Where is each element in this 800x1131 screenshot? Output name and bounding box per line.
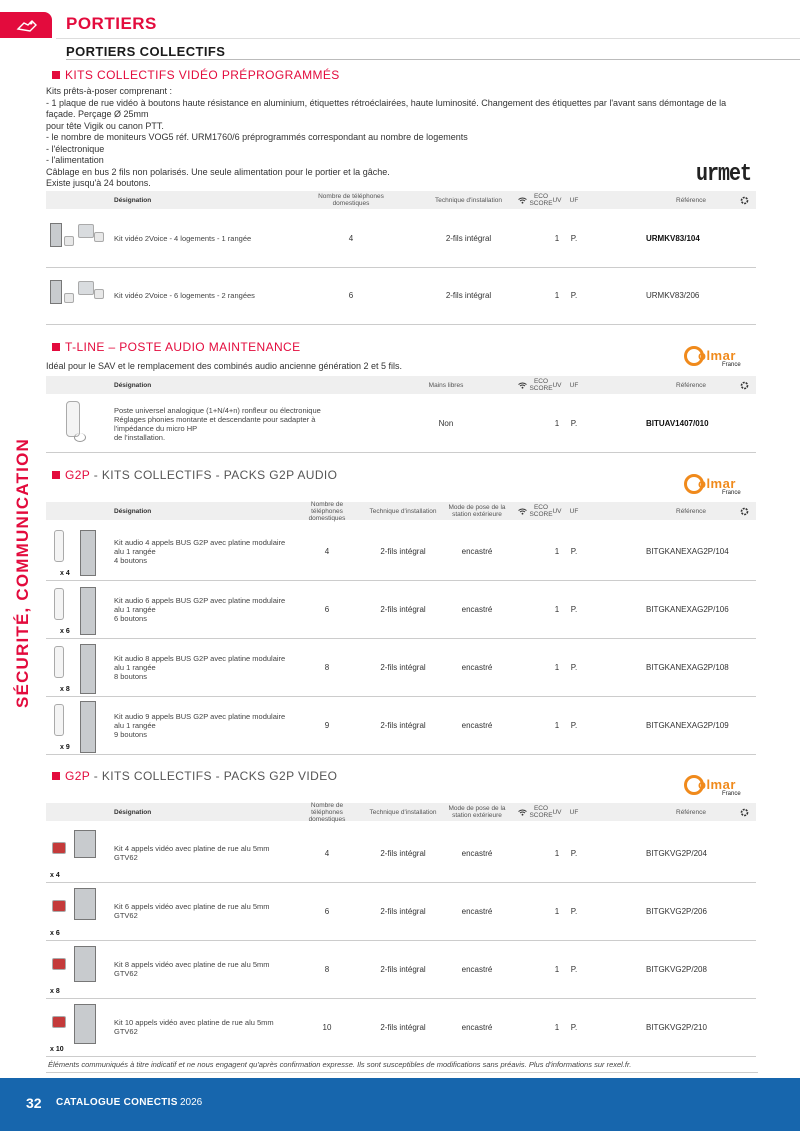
reference-cell: URMKV83/206	[646, 291, 700, 300]
doorbell-hand-icon	[16, 17, 38, 33]
uv-cell: 1	[554, 546, 560, 556]
table-row	[46, 210, 756, 268]
designation-cell: Kit vidéo 2Voice - 4 logements - 1 rangée	[114, 234, 252, 243]
uf-cell: P.	[570, 291, 578, 300]
uf-cell: P.	[570, 720, 578, 730]
column-header-uf: UF	[569, 507, 579, 515]
uv-cell: 1	[554, 291, 560, 300]
column-header-uf: UF	[569, 381, 579, 389]
column-header-reference: Référence	[676, 507, 706, 515]
reference-cell: BITGKANEXAG2P/104	[646, 546, 729, 556]
section2-title: T-LINE – POSTE AUDIO MAINTENANCE	[52, 340, 301, 354]
column-header-mode_pose: Mode de pose de la station extérieure	[448, 504, 506, 518]
intro-line: - le nombre de moniteurs VOG5 réf. URM1760/6 préprogrammés correspondant au nombre de logements	[46, 132, 468, 142]
column-header-technique: Technique d'installation	[434, 196, 502, 204]
technique-cell: 2-fils intégral	[380, 964, 426, 974]
column-header-reference: Référence	[676, 196, 706, 204]
disclaimer-note: Éléments communiqués à titre indicatif et ne nous engagent qu'après confirmation expresse. Ils sont susceptibles de modifications sans préavis. Plus d'informations sur rexel.fr.	[48, 1060, 632, 1069]
column-header-designation: Désignation	[114, 196, 152, 204]
urmet-logo: urmet	[696, 160, 752, 189]
header-divider	[56, 38, 800, 39]
phones-count-cell: 8	[324, 662, 330, 672]
product-image	[48, 267, 108, 324]
uv-cell: 1	[554, 964, 560, 974]
product-image	[48, 940, 108, 998]
recycle-icon	[740, 507, 749, 516]
wifi-icon	[518, 809, 527, 816]
table-row	[46, 696, 756, 755]
designation-cell: Kit audio 8 appels BUS G2P avec platine modulaire alu 1 rangée 8 boutons	[114, 653, 286, 681]
table-row	[46, 267, 756, 325]
wifi-column-icon	[516, 803, 528, 821]
column-header-mains_libres: Mains libres	[428, 381, 464, 389]
product-image	[48, 522, 108, 580]
designation-cell: Poste universel analogique (1+N/4+n) ronfleur ou électronique Réglages phonies montante et descendante pour sadapter à l'impédance du micro HP de l'installation.	[114, 405, 321, 442]
golmar-logo: olmar France	[684, 775, 756, 799]
page-footer	[0, 1078, 800, 1131]
column-header-nb_tel: Nombre de téléphones domestiques	[308, 500, 346, 522]
uv-cell: 1	[554, 662, 560, 672]
product-image	[48, 395, 108, 452]
phones-count-cell: 4	[324, 546, 330, 556]
product-image	[48, 696, 108, 754]
wifi-icon	[518, 382, 527, 389]
section3-title: G2P - KITS COLLECTIFS - PACKS G2P AUDIO	[52, 468, 337, 482]
recycle-icon	[740, 196, 749, 205]
reference-cell: BITUAV1407/010	[646, 419, 709, 428]
technique-cell: 2-fils intégral	[380, 720, 426, 730]
designation-cell: Kit 10 appels vidéo avec platine de rue alu 5mm GTV62	[114, 1018, 274, 1036]
column-header-uf: UF	[569, 808, 579, 816]
product-image	[48, 638, 108, 696]
intro-line: - l'alimentation	[46, 155, 104, 165]
table-row	[46, 638, 756, 697]
intro-line: - l'électronique	[46, 143, 105, 154]
technique-cell: 2-fils intégral	[380, 546, 426, 556]
section4-title: G2P - KITS COLLECTIFS - PACKS G2P VIDEO	[52, 769, 337, 783]
designation-cell: Kit 4 appels vidéo avec platine de rue alu 5mm GTV62	[114, 844, 270, 862]
page-header	[0, 0, 800, 40]
mounting-mode-cell: encastré	[461, 848, 493, 858]
page-title: PORTIERS	[66, 14, 157, 33]
quantity-label: x 10	[50, 1046, 64, 1053]
product-image	[48, 998, 108, 1056]
quantity-label: x 9	[60, 744, 70, 751]
column-header-mode_pose: Mode de pose de la station extérieure	[448, 805, 506, 819]
intro-line: pour tête Vigik ou canon PTT.	[46, 120, 164, 131]
column-header-eco: ECO SCORE	[529, 504, 553, 518]
column-header-eco: ECO SCORE	[529, 805, 553, 819]
recycle-column-icon	[736, 803, 752, 821]
page-number: 32	[26, 1095, 42, 1111]
column-header-designation: Désignation	[114, 808, 152, 816]
column-header-reference: Référence	[676, 808, 706, 816]
designation-cell: Kit audio 9 appels BUS G2P avec platine modulaire alu 1 rangée 9 boutons	[114, 711, 286, 739]
quantity-label: x 6	[50, 930, 60, 937]
quantity-label: x 6	[60, 628, 70, 635]
recycle-icon	[740, 381, 749, 390]
designation-cell: Kit audio 6 appels BUS G2P avec platine modulaire alu 1 rangée 6 boutons	[114, 595, 286, 623]
golmar-logo: olmar France	[684, 474, 756, 498]
recycle-column-icon	[736, 191, 752, 209]
intro-line: Existe jusqu'à 24 boutons.	[46, 178, 151, 188]
phones-count-cell: 4	[348, 234, 354, 243]
uv-cell: 1	[554, 848, 560, 858]
column-header-uv: UV	[552, 381, 562, 389]
phones-count-cell: 10	[322, 1022, 332, 1032]
table4-header	[46, 803, 756, 821]
product-image	[48, 580, 108, 638]
phones-count-cell: 9	[324, 720, 330, 730]
uv-cell: 1	[554, 1022, 560, 1032]
mounting-mode-cell: encastré	[461, 964, 493, 974]
phones-count-cell: 6	[324, 906, 330, 916]
product-image	[48, 824, 108, 882]
uv-cell: 1	[554, 234, 560, 243]
column-header-eco: ECO SCORE	[529, 378, 553, 392]
column-header-uf: UF	[569, 196, 579, 204]
product-image	[48, 882, 108, 940]
column-header-nb_tel: Nombre de téléphones domestiques	[308, 801, 346, 823]
header-tab	[0, 12, 52, 38]
uf-cell: P.	[570, 1022, 578, 1032]
reference-cell: BITGKVG2P/208	[646, 964, 707, 974]
recycle-column-icon	[736, 376, 752, 394]
uv-cell: 1	[554, 906, 560, 916]
reference-cell: BITGKVG2P/210	[646, 1022, 707, 1032]
hands-free-cell: Non	[438, 419, 454, 428]
reference-cell: URMKV83/104	[646, 234, 700, 243]
column-header-technique: Technique d'installation	[369, 808, 437, 816]
column-header-uv: UV	[552, 196, 562, 204]
table2-header	[46, 376, 756, 394]
technique-cell: 2-fils intégral	[380, 848, 426, 858]
reference-cell: BITGKANEXAG2P/109	[646, 720, 729, 730]
wifi-column-icon	[516, 191, 528, 209]
reference-cell: BITGKANEXAG2P/106	[646, 604, 729, 614]
quantity-label: x 8	[60, 686, 70, 693]
wifi-icon	[518, 508, 527, 515]
uv-cell: 1	[554, 419, 560, 428]
designation-cell: Kit 6 appels vidéo avec platine de rue alu 5mm GTV62	[114, 902, 270, 920]
reference-cell: BITGKVG2P/204	[646, 848, 707, 858]
uf-cell: P.	[570, 546, 578, 556]
side-category-label: SÉCURITÉ, COMMUNICATION	[13, 438, 32, 708]
recycle-icon	[740, 808, 749, 817]
section1-intro	[46, 86, 746, 190]
table1-header	[46, 191, 756, 209]
mounting-mode-cell: encastré	[461, 906, 493, 916]
catalogue-name: CATALOGUE CONECTIS	[56, 1097, 178, 1108]
uf-cell: P.	[570, 234, 578, 243]
table-row	[46, 580, 756, 639]
subtitle-divider	[66, 59, 800, 60]
uv-cell: 1	[554, 720, 560, 730]
uf-cell: P.	[570, 848, 578, 858]
uv-cell: 1	[554, 604, 560, 614]
table-row	[46, 824, 756, 883]
table3-header	[46, 502, 756, 520]
mounting-mode-cell: encastré	[461, 662, 493, 672]
quantity-label: x 4	[60, 570, 70, 577]
table-row	[46, 998, 756, 1057]
product-image	[48, 210, 108, 267]
reference-cell: BITGKANEXAG2P/108	[646, 662, 729, 672]
wifi-icon	[518, 197, 527, 204]
footer-divider	[46, 1072, 758, 1073]
uf-cell: P.	[570, 604, 578, 614]
intro-line: Câblage en bus 2 fils non polarisés. Une seule alimentation pour le portier et la gâche.	[46, 166, 390, 177]
column-header-uv: UV	[552, 808, 562, 816]
table-row	[46, 940, 756, 999]
designation-cell: Kit 8 appels vidéo avec platine de rue alu 5mm GTV62	[114, 960, 270, 978]
column-header-uv: UV	[552, 507, 562, 515]
quantity-label: x 8	[50, 988, 60, 995]
designation-cell: Kit vidéo 2Voice - 6 logements - 2 rangées	[114, 291, 255, 300]
mounting-mode-cell: encastré	[461, 720, 493, 730]
catalogue-year: 2026	[180, 1097, 203, 1108]
technique-cell: 2-fils intégral	[380, 1022, 426, 1032]
column-header-designation: Désignation	[114, 507, 152, 515]
column-header-designation: Désignation	[114, 381, 152, 389]
technique-cell: 2-fils intégral	[445, 234, 492, 243]
column-header-nb_tel: Nombre de téléphones domestiques	[318, 193, 384, 207]
designation-cell: Kit audio 4 appels BUS G2P avec platine modulaire alu 1 rangée 4 boutons	[114, 537, 286, 565]
page-subtitle: PORTIERS COLLECTIFS	[66, 44, 226, 59]
phones-count-cell: 4	[324, 848, 330, 858]
intro-line: Kits prêts-à-poser comprenant :	[46, 86, 173, 96]
uf-cell: P.	[570, 906, 578, 916]
golmar-logo: olmar France	[684, 346, 756, 370]
side-category	[8, 418, 38, 738]
table-row	[46, 522, 756, 581]
mounting-mode-cell: encastré	[461, 1022, 493, 1032]
wifi-column-icon	[516, 376, 528, 394]
mounting-mode-cell: encastré	[461, 604, 493, 614]
section2-intro: Idéal pour le SAV et le remplacement des combinés audio ancienne génération 2 et 5 fils.	[46, 361, 403, 371]
recycle-column-icon	[736, 502, 752, 520]
uf-cell: P.	[570, 419, 578, 428]
reference-cell: BITGKVG2P/206	[646, 906, 707, 916]
mounting-mode-cell: encastré	[461, 546, 493, 556]
technique-cell: 2-fils intégral	[445, 291, 492, 300]
phones-count-cell: 8	[324, 964, 330, 974]
table-row	[46, 882, 756, 941]
phones-count-cell: 6	[324, 604, 330, 614]
section1-title: KITS COLLECTIFS VIDÉO PRÉPROGRAMMÉS	[52, 68, 340, 82]
column-header-reference: Référence	[676, 381, 706, 389]
intro-line: - 1 plaque de rue vidéo à boutons haute résistance en aluminium, étiquettes rétroéclairées, haute luminosité. Changement des étiquettes par l'avant sans démontage de la façade. Perçage Ø 25mm	[46, 97, 727, 119]
technique-cell: 2-fils intégral	[380, 662, 426, 672]
column-header-eco: ECO SCORE	[529, 193, 553, 207]
uf-cell: P.	[570, 662, 578, 672]
technique-cell: 2-fils intégral	[380, 604, 426, 614]
phones-count-cell: 6	[348, 291, 354, 300]
quantity-label: x 4	[50, 872, 60, 879]
column-header-technique: Technique d'installation	[369, 507, 437, 515]
technique-cell: 2-fils intégral	[380, 906, 426, 916]
table-row	[46, 395, 756, 453]
wifi-column-icon	[516, 502, 528, 520]
uf-cell: P.	[570, 964, 578, 974]
